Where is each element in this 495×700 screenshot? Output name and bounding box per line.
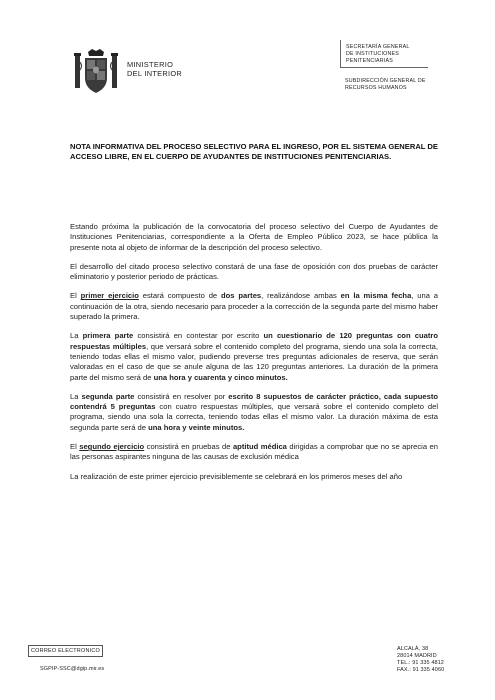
coat-of-arms-icon	[72, 48, 120, 96]
address-city: 28014 MADRID	[397, 653, 437, 659]
text-run: con cuatro respuestas múltiples, que versará sobre el contenido completo del programa, siendo una sola la correcta, teniendo todas ellas el mismo valor. La duración máxima de esta segunda parte será de	[70, 402, 439, 432]
emphasis: en la misma fecha	[340, 291, 412, 301]
text-run: El	[70, 291, 81, 301]
ministry-line-1: MINISTERIO	[127, 60, 174, 69]
address-street: ALCALÁ, 38	[397, 646, 429, 652]
emphasis: aptitud médica	[232, 442, 287, 452]
document-body	[70, 222, 438, 491]
emphasis: una hora y cuarenta y cinco minutos.	[153, 372, 288, 382]
text-run: estará compuesto de	[138, 291, 221, 301]
second-exercise-label: segundo ejercicio	[79, 442, 145, 452]
postal-address	[397, 646, 444, 674]
secretariat-box	[340, 40, 428, 68]
email-label-box: CORREO ELECTRONICO	[28, 645, 103, 657]
text-run: La	[70, 331, 83, 341]
paragraph-first-part	[70, 331, 438, 382]
address-phone: TEL.: 91 335 4812	[397, 660, 444, 666]
text-run: consistirá en pruebas de	[144, 442, 233, 452]
emphasis: escrito 8 supuestos de carácter práctico, cada supuesto contendrá 5 preguntas	[70, 391, 439, 412]
text-run: El	[70, 442, 80, 452]
document-title: NOTA INFORMATIVA DEL PROCESO SELECTIVO PARA EL INGRESO, POR EL SISTEMA GENERAL DE ACCESO LIBRE, EN EL CUERPO DE AYUDANTES DE INSTITUCIONES PENITENCIARIAS.	[70, 142, 438, 162]
ministry-line-2: DEL INTERIOR	[127, 69, 183, 78]
first-exercise-label: primer ejercicio	[80, 291, 139, 301]
text-run: consistirá en resolver por	[134, 391, 229, 401]
emphasis: dos partes	[221, 291, 262, 301]
emphasis: primera parte	[82, 331, 134, 341]
email-address[interactable]: SGPIP-SSC@dgip.mir.es	[40, 666, 105, 672]
paragraph-intro: Estando próxima la publicación de la convocatoria del proceso selectivo del Cuerpo de Ayudantes de Instituciones Penitenciarias, correspondiente a la Oferta de Empleo Público 2023, se hace pública la presente nota al objeto de informar de la descripción del proceso selectivo.	[70, 222, 438, 252]
text-run: consistirá en contestar por escrito	[133, 331, 264, 341]
secretariat-line-3: PENITENCIARIAS	[346, 58, 393, 64]
text-run: , que versará sobre el contenido completo del programa, siendo una sola la correcta, teniendo todas ellas el mismo valor, pudiendo preverse tres preguntas adicionales de reserva, que serán valoradas en el caso de que se anule alguna de las 120 preguntas anteriores. La duración de la primera parte del mismo será de	[70, 341, 439, 382]
text-run: , realizándose ambas	[261, 291, 341, 301]
paragraph-schedule: La realización de este primer ejercicio previsiblemente se celebrará en los primeros meses del año	[70, 471, 403, 481]
subdirectorate-line-1: SUBDIRECCIÓN GENERAL DE	[345, 78, 426, 84]
paragraph-second-exercise	[70, 442, 438, 463]
text-run: , una a continuación de la otra, siendo necesario para proceder a la corrección de la segunda parte del mismo haber superado la primera.	[70, 291, 438, 322]
text-run: dirigidas a comprobar que no se aprecia en las personas aspirantes ninguna de las causas de exclusión médica	[70, 442, 438, 462]
emphasis: un cuestionario de 120 preguntas con cuatro respuestas múltiples	[70, 331, 438, 351]
subdirectorate-line-2: RECURSOS HUMANOS	[345, 85, 407, 91]
emphasis: una hora y veinte minutos.	[148, 422, 245, 432]
paragraph-second-part	[70, 392, 438, 433]
secretariat-line-2: DE INSTITUCIONES	[346, 51, 399, 57]
paragraph-first-exercise	[70, 291, 438, 322]
secretariat-line-1: SECRETARÍA GENERAL	[346, 44, 410, 50]
address-fax: FAX.: 91 335 4060	[397, 667, 445, 673]
emphasis: segunda parte	[81, 391, 135, 401]
ministry-name	[127, 60, 182, 78]
subdirectorate	[345, 78, 426, 92]
paragraph-phases: El desarrollo del citado proceso selectivo constará de una fase de oposición con dos pruebas de carácter eliminatorio y posterior periodo de prácticas.	[70, 261, 438, 282]
text-run: La	[70, 391, 82, 401]
